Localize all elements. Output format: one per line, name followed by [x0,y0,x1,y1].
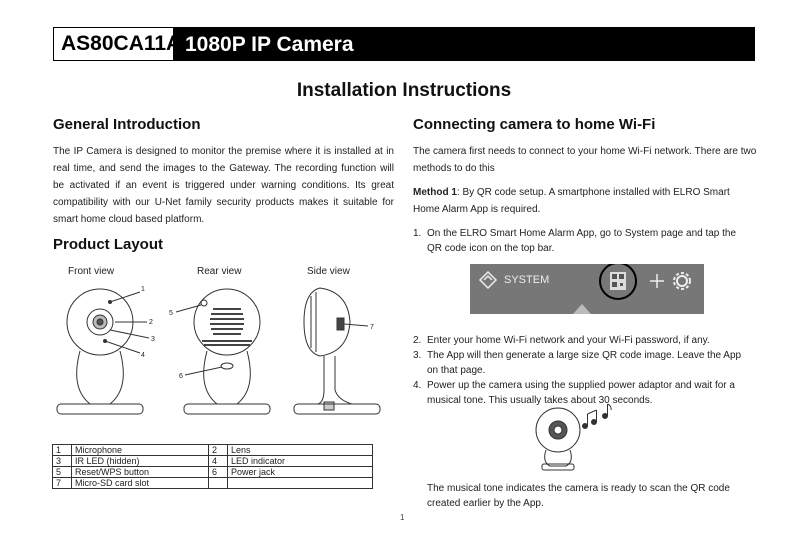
product-layout-heading: Product Layout [53,236,164,253]
callout-6: 6 [179,373,183,380]
steps-list-a [413,226,753,256]
method-paragraph [413,184,758,218]
app-top-bar [470,264,704,314]
method-label: Method 1 [413,187,457,198]
callout-4: 4 [141,352,145,359]
callout-5: 5 [169,310,173,317]
page-number: 1 [400,513,405,522]
list-item: 1. On the ELRO Smart Home Alarm App, go to System page and tap the QR code icon on the top bar. [413,228,737,254]
method-text: : By QR code setup. A smartphone installed with ELRO Smart Home Alarm App is required. [413,187,730,215]
qr-code-icon [600,264,636,299]
callout-2: 2 [149,319,153,326]
general-intro-text: The IP Camera is designed to monitor the premise where it is installed at in real time, and send the images to the Gateway. The recording function will be activated if an event is triggered under warning conditions. Its great compatibility with our U-Net family security products makes it suitable for smart home cloud based platform. [53,146,394,225]
add-icon [650,274,664,288]
callout-7: 7 [370,324,374,331]
table-row: 7 Micro-SD card slot [53,478,373,489]
table-row: 3 IR LED (hidden) 4 LED indicator [53,456,373,467]
general-intro-heading: General Introduction [53,116,201,133]
rear-view-drawing [176,289,270,414]
table-row: 5 Reset/WPS button 6 Power jack [53,467,373,478]
list-item: 3. The App will then generate a large size QR code image. Leave the App on that page. [413,350,742,376]
header-bar [53,27,755,61]
parts-table [52,444,373,489]
front-view-label: Front view [68,266,115,277]
document-title: Installation Instructions [296,80,512,101]
list-item: 4. Power up the camera using the supplied power adaptor and wait for a musical tone. This usually takes about 30 seconds. [413,380,735,406]
callout-1: 1 [141,286,145,293]
side-view-drawing [294,288,380,414]
wifi-intro: The camera first needs to connect to your home Wi-Fi network. There are two methods to do this [413,146,757,174]
tab-indicator [573,304,591,314]
rear-view-label: Rear view [197,266,242,277]
product-name: 1080P IP Camera [185,33,354,56]
settings-gear-icon [674,273,690,289]
front-view-drawing [57,289,149,414]
model-number: AS80CA11A [54,28,174,60]
app-logo-icon [480,272,496,288]
table-row: 1 Microphone 2 Lens [53,445,373,456]
steps-list-b [413,333,753,408]
app-bar-title: SYSTEM [504,274,550,286]
camera-music-illustration [528,400,623,472]
list-item: 2. Enter your home Wi-Fi network and your Wi-Fi password, if any. [413,335,710,346]
music-notes-icon [583,404,612,429]
closing-text: The musical tone indicates the camera is ready to scan the QR code created earlier by the App. [427,483,730,509]
callout-3: 3 [151,336,155,343]
wifi-heading: Connecting camera to home Wi-Fi [413,116,656,133]
camera-diagrams [52,278,382,440]
side-view-label: Side view [307,266,350,277]
